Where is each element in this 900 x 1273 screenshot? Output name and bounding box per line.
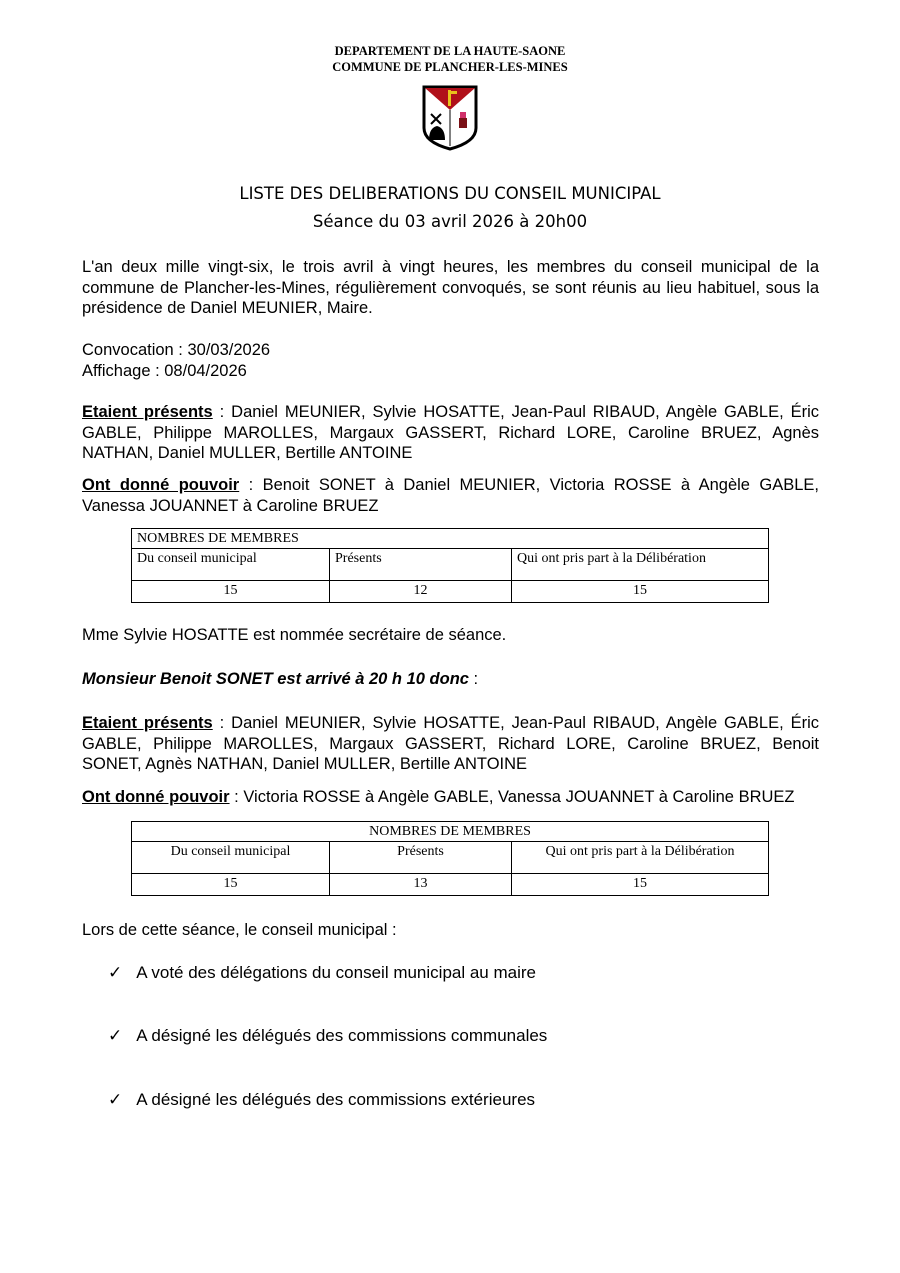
- presents-label: Etaient présents: [82, 714, 213, 732]
- list-item: [108, 1090, 549, 1110]
- affichage-date: Affichage : 08/04/2026: [82, 362, 247, 380]
- session-date: Séance du 03 avril 2026 à 20h00: [312, 212, 588, 231]
- pouvoir-list: : Benoit SONET à Daniel MEUNIER, Victoria ROSSE à Angèle GABLE, Vanessa JOUANNET à Caroline BRUEZ: [82, 476, 819, 515]
- presents-list: : Daniel MEUNIER, Sylvie HOSATTE, Jean-Paul RIBAUD, Angèle GABLE, Éric GABLE, Philippe MAROLLES, Margaux GASSERT, Richard LORE, Caroline BRUEZ, Benoit SONET, Agnès NATHAN, Daniel MULLER, Bertille ANTOINE: [82, 714, 820, 773]
- table-header: Qui ont pris part à la Délibération: [512, 842, 769, 874]
- checkmark-icon: ✓: [108, 963, 123, 982]
- checkmark-icon: ✓: [108, 1090, 123, 1109]
- list-item-text: A voté des délégations du conseil municipal au maire: [136, 963, 536, 982]
- table-cell: 12: [330, 581, 512, 603]
- table-cell: 15: [132, 874, 330, 896]
- presents-label: Etaient présents: [82, 403, 213, 421]
- pouvoir-paragraph-1: [82, 475, 819, 516]
- department-header: DEPARTEMENT DE LA HAUTE-SAONE: [334, 44, 566, 58]
- lors-line: Lors de cette séance, le conseil municipal :: [82, 921, 397, 939]
- checkmark-icon: ✓: [108, 1026, 123, 1045]
- table-title: NOMBRES DE MEMBRES: [132, 529, 769, 549]
- list-item: [108, 1026, 561, 1046]
- table-header: Du conseil municipal: [132, 842, 330, 874]
- presents-list: : Daniel MEUNIER, Sylvie HOSATTE, Jean-Paul RIBAUD, Angèle GABLE, Éric GABLE, Philippe MAROLLES, Margaux GASSERT, Richard LORE, Caroline BRUEZ, Agnès NATHAN, Daniel MULLER, Bertille ANTOINE: [82, 403, 820, 462]
- table-cell: 15: [132, 581, 330, 603]
- list-item-text: A désigné les délégués des commissions communales: [136, 1026, 548, 1045]
- pouvoir-list: : Victoria ROSSE à Angèle GABLE, Vanessa JOUANNET à Caroline BRUEZ: [229, 788, 795, 806]
- members-table-1: [131, 528, 769, 603]
- table-header: Qui ont pris part à la Délibération: [512, 549, 769, 581]
- arrivee-suffix: :: [468, 670, 479, 688]
- presents-paragraph-2: [82, 713, 819, 775]
- commune-header: COMMUNE DE PLANCHER-LES-MINES: [332, 60, 568, 74]
- intro-paragraph: L'an deux mille vingt-six, le trois avril à vingt heures, les membres du conseil municipal de la commune de Plancher-les-Mines, régulièrement convoqués, se sont réunis au lieu habituel, sous la présidence de Daniel MEUNIER, Maire.: [82, 258, 819, 317]
- commune-crest-logo: [421, 84, 479, 152]
- table-cell: 15: [512, 581, 769, 603]
- table-cell: 13: [330, 874, 512, 896]
- table-header: Présents: [330, 842, 512, 874]
- convocation-date: Convocation : 30/03/2026: [82, 341, 271, 359]
- members-table-2: [131, 821, 769, 896]
- document-title: LISTE DES DELIBERATIONS DU CONSEIL MUNICIPAL: [239, 184, 661, 203]
- presents-paragraph-1: [82, 402, 819, 464]
- list-item-text: A désigné les délégués des commissions extérieures: [136, 1090, 536, 1109]
- table-header: Du conseil municipal: [132, 549, 330, 581]
- table-title: NOMBRES DE MEMBRES: [132, 822, 769, 842]
- table-cell: 15: [512, 874, 769, 896]
- secretaire-line: Mme Sylvie HOSATTE est nommée secrétaire de séance.: [82, 626, 507, 644]
- arrivee-text: Monsieur Benoit SONET est arrivé à 20 h 10 donc: [82, 670, 469, 688]
- pouvoir-paragraph-2: [82, 787, 819, 808]
- table-header: Présents: [330, 549, 512, 581]
- arrivee-line: [82, 669, 819, 690]
- pouvoir-label: Ont donné pouvoir: [82, 788, 230, 806]
- list-item: [108, 963, 550, 983]
- pouvoir-label: Ont donné pouvoir: [82, 476, 240, 494]
